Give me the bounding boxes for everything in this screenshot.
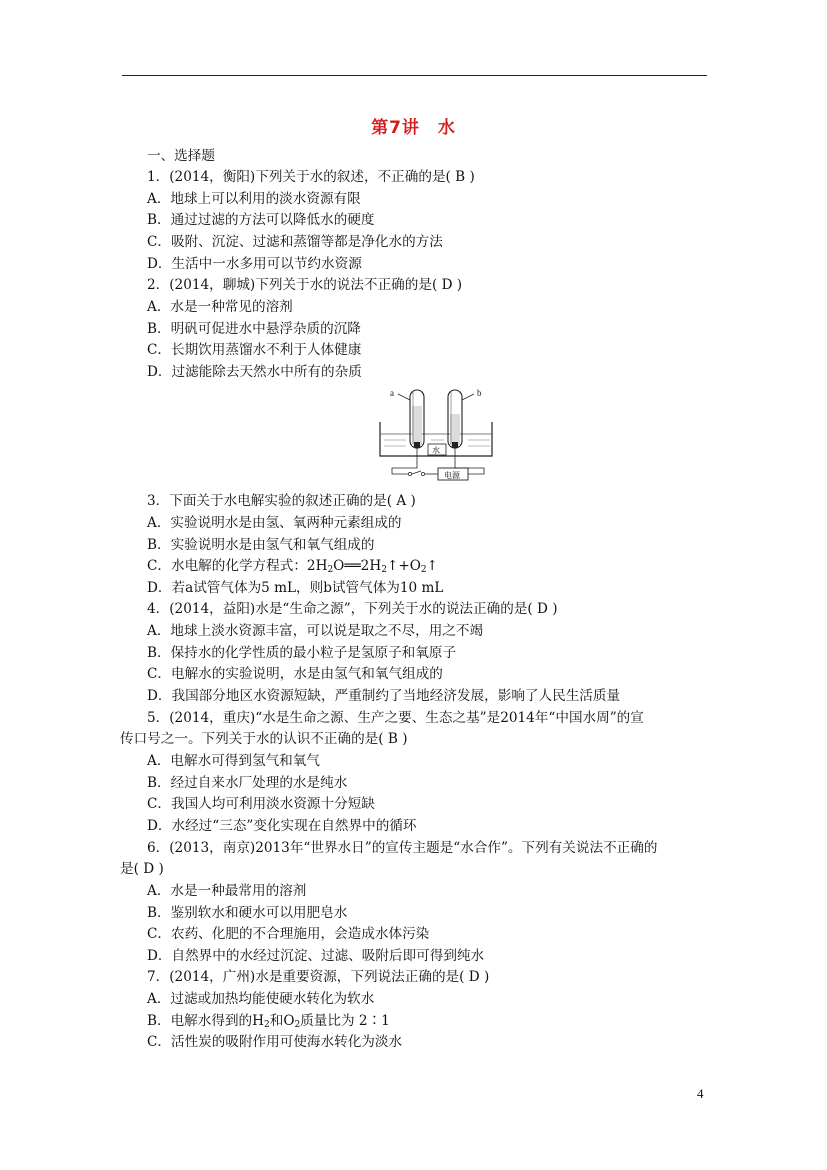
q1-option-a: A．地球上可以利用的淡水资源有限 bbox=[147, 191, 361, 207]
q6-option-d: D．自然界中的水经过沉淀、过滤、吸附后即可得到纯水 bbox=[147, 948, 485, 964]
q3-option-b: B．实验说明水是由氢气和氧气组成的 bbox=[147, 537, 375, 553]
q3-option-c: C．水电解的化学方程式：$2H_2O══2H_2↑+O_2↑$ bbox=[147, 558, 438, 575]
q4-option-d: D．我国部分地区水资源短缺，严重制约了当地经济发展，影响了人民生活质量 bbox=[147, 688, 621, 704]
q6-option-c: C．农药、化肥的不合理施用，会造成水体污染 bbox=[147, 926, 430, 942]
q7-option-c: C．活性炭的吸附作用可使海水转化为淡水 bbox=[147, 1034, 403, 1050]
q4-option-b: B．保持水的化学性质的最小粒子是氢原子和氧原子 bbox=[147, 645, 457, 661]
figure-label-b: b bbox=[477, 388, 482, 398]
figure-power-label: 电源 bbox=[444, 471, 460, 480]
q2-option-a: A．水是一种常见的溶剂 bbox=[147, 299, 293, 315]
q6-stem-line2: 是( D ) bbox=[120, 861, 164, 877]
q4-stem: 4．(2014，益阳)水是“生命之源”，下列关于水的说法正确的是( D ) bbox=[147, 601, 558, 617]
q7-stem: 7．(2014，广州)水是重要资源，下列说法正确的是( D ) bbox=[147, 969, 490, 985]
page-number: 4 bbox=[697, 1086, 704, 1101]
q2-option-b: B．明矾可促进水中悬浮杂质的沉降 bbox=[147, 321, 361, 337]
electrolysis-figure bbox=[376, 384, 498, 484]
q3-stem: 3．下面关于水电解实验的叙述正确的是( A ) bbox=[147, 493, 416, 509]
q5-stem-line1: 5．(2014，重庆)“水是生命之源、生产之要、生态之基”是2014年“中国水周”的宣 bbox=[147, 710, 644, 726]
q1-option-b: B．通过过滤的方法可以降低水的硬度 bbox=[147, 212, 375, 228]
q1-option-c: C．吸附、沉淀、过滤和蒸馏等都是净化水的方法 bbox=[147, 234, 443, 250]
q2-option-c: C．长期饮用蒸馏水不利于人体健康 bbox=[147, 342, 362, 358]
q1-stem: 1．(2014，衡阳)下列关于水的叙述，不正确的是( B ) bbox=[147, 169, 475, 185]
header-rule bbox=[122, 75, 707, 76]
q5-option-c: C．我国人均可利用淡水资源十分短缺 bbox=[147, 796, 375, 812]
q3-option-d: D．若a试管气体为5 mL，则b试管气体为10 mL bbox=[147, 580, 444, 596]
q5-option-a: A．电解水可得到氢气和氧气 bbox=[147, 753, 320, 769]
figure-label-a: a bbox=[390, 388, 394, 398]
q5-option-b: B．经过自来水厂处理的水是纯水 bbox=[147, 775, 348, 791]
q5-stem-line2: 传口号之一。下列关于水的认识不正确的是( B ) bbox=[120, 731, 408, 747]
q7-option-b: B．电解水得到的$H_2$和$O_2$质量比为 2∶1 bbox=[147, 1013, 390, 1030]
q3-option-a: A．实验说明水是由氢、氧两种元素组成的 bbox=[147, 515, 402, 531]
q6-stem-line1: 6．(2013，南京)2013年“世界水日”的宣传主题是“水合作”。下列有关说法不正确的 bbox=[147, 840, 658, 856]
q4-option-c: C．电解水的实验说明，水是由氢气和氧气组成的 bbox=[147, 666, 443, 682]
q2-stem: 2．(2014，聊城)下列关于水的说法不正确的是( D ) bbox=[147, 277, 463, 293]
electrolysis-apparatus-diagram bbox=[376, 384, 498, 484]
q7-option-a: A．过滤或加热均能使硬水转化为软水 bbox=[147, 991, 375, 1007]
q6-option-a: A．水是一种最常用的溶剂 bbox=[147, 883, 307, 899]
q2-option-d: D．过滤能除去天然水中所有的杂质 bbox=[147, 364, 362, 380]
q5-option-d: D．水经过“三态”变化实现在自然界中的循环 bbox=[147, 818, 417, 834]
q6-option-b: B．鉴别软水和硬水可以用肥皂水 bbox=[147, 905, 348, 921]
q4-option-a: A．地球上淡水资源丰富，可以说是取之不尽，用之不竭 bbox=[147, 623, 484, 639]
section-heading: 一、选择题 bbox=[147, 148, 215, 164]
page-title: 第7讲 水 bbox=[371, 118, 456, 138]
figure-water-label: 水 bbox=[432, 446, 440, 455]
q1-option-d: D．生活中一水多用可以节约水资源 bbox=[147, 256, 362, 272]
